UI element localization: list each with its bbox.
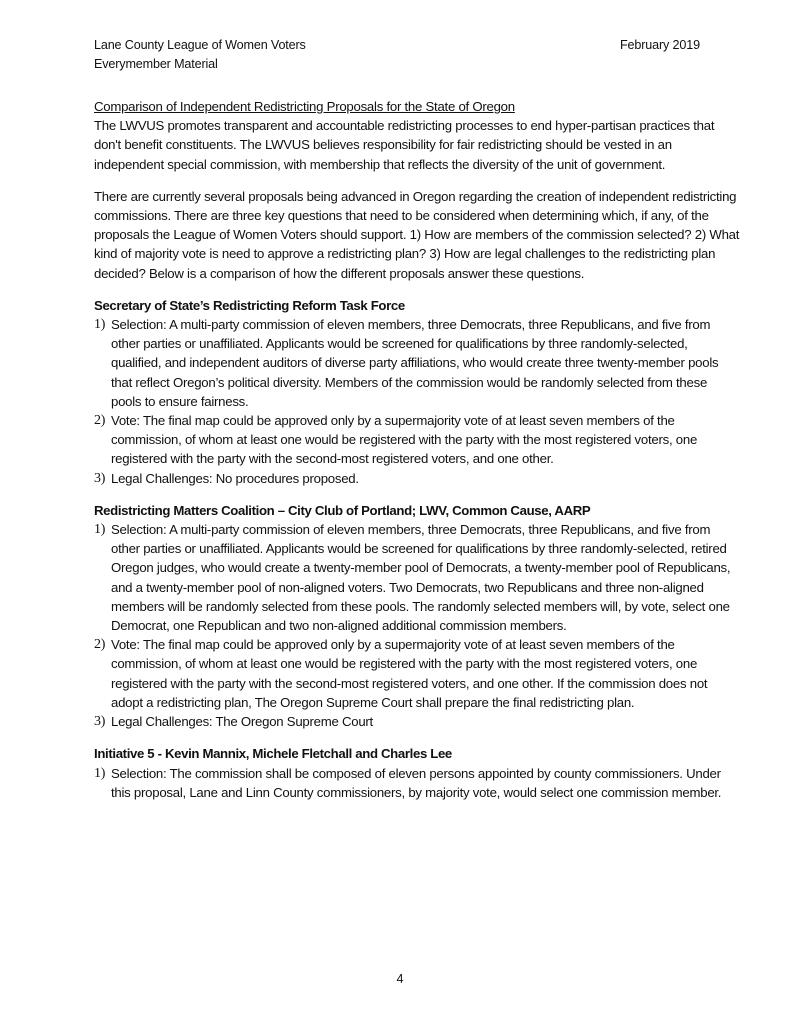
intro-paragraph: The LWVUS promotes transparent and accountable redistricting processes to end hyper-partisan practices that don't benefit constituents. The LWVUS believes responsibility for fair redistricting should be vested in an independent special commission, with membership that reflects the diversity of the unit of government. — [94, 118, 715, 172]
list-item-text: Vote: The final map could be approved only by a supermajority vote of at least seven members of the commission, of whom at least one would be registered with the party with the most registered voters, one registered with the party with the second-most registered voters, and one other. — [111, 413, 698, 467]
list-item — [94, 764, 740, 802]
proposal-section — [94, 501, 740, 731]
list-item-text: Selection: A multi-party commission of eleven members, three Democrats, three Republicans, and five from other parties or unaffiliated. Applicants would be screened for qualifications by three randomly-selected, retired Oregon judges, who would create a twenty-member pool of Democrats, a twenty-member pool of Republicans, and a twenty-member pool of non-aligned voters. Two Democrats, two Republicans and three non-aligned members will be randomly selected from these pools. The randomly selected members will, by vote, select one Democrat, one Republican and two non-aligned additional commission members. — [111, 522, 731, 634]
list-item — [94, 712, 740, 731]
list-item-text: Vote: The final map could be approved only by a supermajority vote of at least seven members of the commission, of whom at least one would be registered with the party with the most registered voters, one registered with the party with the second-most registered voters, and one other. If the commission does not adopt a redistricting plan, The Oregon Supreme Court shall prepare the final redistricting plan. — [111, 637, 708, 710]
list-item — [94, 315, 740, 411]
list-number: 3) — [94, 470, 106, 486]
section-title: Secretary of State’s Redistricting Reform Task Force — [94, 297, 405, 313]
list-item-text: Selection: The commission shall be composed of eleven persons appointed by county commissioners. Under this proposal, Lane and Linn County commissioners, by majority vote, would select one commission member. — [111, 765, 722, 800]
document-body — [94, 97, 740, 802]
list-number: 2) — [94, 637, 106, 653]
list-number: 3) — [94, 714, 106, 730]
proposal-section — [94, 744, 740, 802]
list-number: 1) — [94, 317, 106, 333]
list-item — [94, 411, 740, 469]
intro-paragraph: There are currently several proposals being advanced in Oregon regarding the creation of independent redistricting commissions. There are three key questions that need to be considered when determining which, if any, of the proposals the League of Women Voters should support. 1) How are members of the commission selected? 2) What kind of majority vote is need to approve a redistricting plan? 3) How are legal challenges to the redistricting plan decided? Below is a comparison of how the different proposals answer these questions. — [94, 188, 740, 281]
page-number: 4 — [396, 972, 404, 986]
section-title: Redistricting Matters Coalition – City Club of Portland; LWV, Common Cause, AARP — [94, 502, 591, 518]
document-title: Comparison of Independent Redistricting Proposals for the State of Oregon — [94, 99, 515, 114]
question-list — [94, 520, 740, 731]
list-item-text: Legal Challenges: The Oregon Supreme Court — [111, 714, 373, 730]
page-header-left — [94, 36, 306, 74]
list-number: 2) — [94, 413, 106, 429]
question-list — [94, 315, 740, 488]
list-item — [94, 635, 740, 712]
list-item — [94, 520, 740, 635]
list-number: 1) — [94, 522, 106, 538]
question-list — [94, 764, 740, 802]
list-item-text: Legal Challenges: No procedures proposed. — [111, 470, 359, 486]
list-number: 1) — [94, 765, 106, 781]
list-item-text: Selection: A multi-party commission of eleven members, three Democrats, three Republicans, and five from other parties or unaffiliated. Applicants would be screened for qualifications by three randomly-selected, qualified, and independent auditors of diverse party affiliations, who would create three twenty-member pools that reflect Oregon’s political diversity. Members of the commission would be randomly selected from these pools to ensure fairness. — [111, 317, 719, 409]
header-org: Lane County League of Women Voters — [94, 38, 306, 52]
section-title: Initiative 5 - Kevin Mannix, Michele Fletchall and Charles Lee — [94, 746, 452, 762]
proposal-section — [94, 296, 740, 488]
header-date: February 2019 — [620, 38, 700, 52]
header-subtitle: Everymember Material — [94, 57, 218, 71]
list-item — [94, 469, 740, 488]
